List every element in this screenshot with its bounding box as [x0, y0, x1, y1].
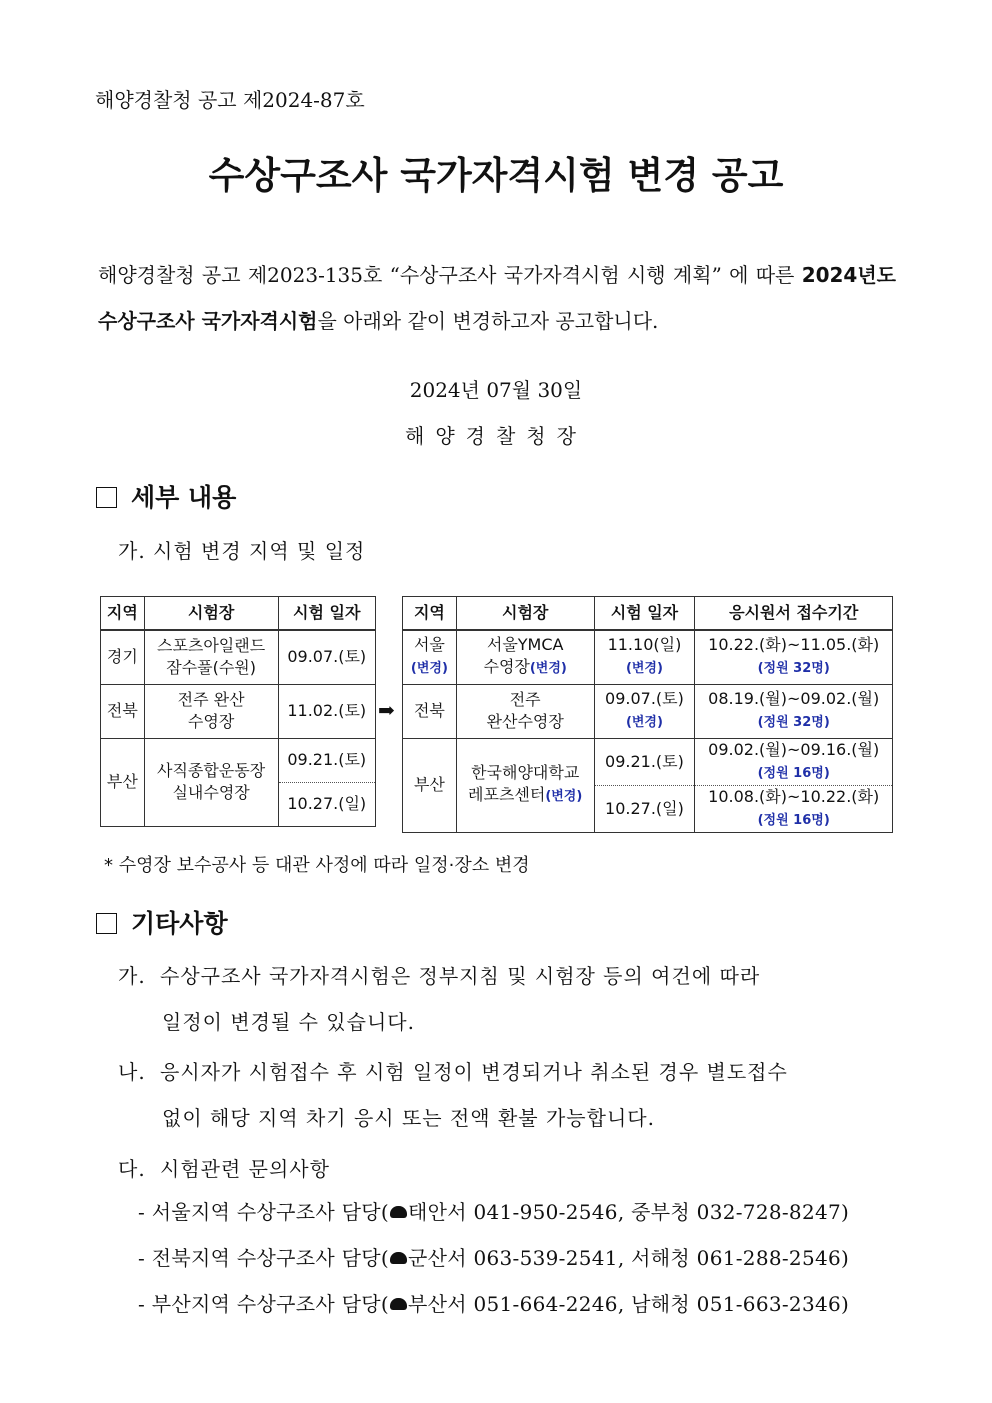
- cell-date: [594, 684, 695, 738]
- period-text: 10.08.(화)~10.22.(화): [708, 786, 880, 806]
- table-header-row: [403, 597, 893, 631]
- change-note: (변경): [625, 715, 663, 730]
- checkbox-square-icon: [96, 487, 117, 508]
- header-period: 응시원서 접수기간: [695, 597, 893, 631]
- header-date: 시험 일자: [594, 597, 695, 631]
- table-row: [403, 738, 893, 785]
- notice-number: 해양경찰청 공고 제2024-87호: [95, 88, 365, 112]
- item-text-cont: 없이 해당 지역 차기 응시 또는 전액 환불 가능합니다.: [162, 1106, 655, 1130]
- cell-region: 전북: [403, 684, 457, 738]
- cell-venue: [144, 738, 278, 826]
- cell-period: [695, 684, 893, 738]
- list-item: [118, 1049, 896, 1141]
- header-venue: 시험장: [144, 597, 278, 631]
- header-date: 시험 일자: [278, 597, 375, 631]
- cell-date: 09.07.(토): [278, 630, 375, 684]
- intro-text-end: 을 아래와 같이 변경하고자 공고합니다.: [317, 309, 659, 333]
- cell-venue: [456, 738, 594, 832]
- table-row: [101, 738, 376, 782]
- cell-region: 부산: [403, 738, 457, 832]
- schedule-after-table: [402, 596, 893, 833]
- venue-text: 사직종합운동장 실내수영장: [156, 761, 266, 802]
- table-row: [101, 684, 376, 738]
- cell-region: 전북: [101, 684, 145, 738]
- page-title: 수상구조사 국가자격시험 변경 공고: [208, 154, 784, 197]
- date-text: 09.07.(토): [605, 689, 684, 708]
- cell-date: 10.27.(일): [278, 782, 375, 826]
- table-row: [403, 684, 893, 738]
- venue-text: 스포츠아일랜드 잠수풀(수원): [156, 636, 266, 678]
- notice-date: 2024년 07월 30일: [409, 378, 583, 402]
- cell-period: [695, 630, 893, 684]
- capacity-note: (정원 32명): [757, 661, 830, 677]
- section-heading-text: 세부 내용: [131, 483, 237, 512]
- cell-venue: [144, 684, 278, 738]
- table-row: [101, 630, 376, 684]
- phone-icon: [390, 1252, 407, 1264]
- section-heading-details: [96, 478, 236, 514]
- intro-text: 해양경찰청 공고 제2023-135호 “수상구조사 국가자격시험 시행 계획” 에 따른: [98, 263, 802, 287]
- cell-region: 경기: [101, 630, 145, 684]
- item-marker: 다.: [118, 1157, 146, 1181]
- venue-text: 한국해양대학교: [471, 763, 580, 782]
- header-region: 지역: [101, 597, 145, 631]
- date-text: 11.10(일): [607, 635, 682, 655]
- cell-date: 11.02.(토): [278, 684, 375, 738]
- period-text: 08.19.(월)~09.02.(월): [708, 689, 880, 708]
- cell-date: 09.21.(토): [594, 738, 695, 785]
- cell-venue: [144, 630, 278, 684]
- period-text: 09.02.(월)~09.16.(월): [708, 739, 880, 759]
- cell-date: 09.21.(토): [278, 738, 375, 782]
- cell-period: [695, 738, 893, 785]
- header-venue: 시험장: [456, 597, 594, 631]
- intro-bold-exam: 수상구조사 국가자격시험: [98, 309, 318, 333]
- schedule-before-table: [100, 596, 376, 827]
- header-region: 지역: [403, 597, 457, 631]
- contact-label: - 전북지역 수상구조사 담당(: [138, 1246, 389, 1270]
- contact-line: [138, 1196, 849, 1225]
- cell-region: 부산: [101, 738, 145, 826]
- change-note: (변경): [545, 789, 583, 804]
- venue-text: 서울YMCA: [486, 635, 564, 655]
- venue-text: 전주 완산수영장: [177, 690, 245, 731]
- table-header-row: [101, 597, 376, 631]
- cell-period: [695, 785, 893, 832]
- item-text: 수상구조사 국가자격시험은 정부지침 및 시험장 등의 여건에 따라: [160, 964, 761, 988]
- subheading: 가. 시험 변경 지역 및 일정: [118, 539, 366, 563]
- intro-bold-year: 2024년도: [801, 263, 896, 287]
- capacity-note: (정원 16명): [757, 765, 830, 781]
- contact-detail: 군산서 063-539-2541, 서해청 061-288-2546): [407, 1246, 850, 1270]
- intro-paragraph: [98, 252, 896, 344]
- cell-date: [594, 630, 695, 684]
- list-item: [118, 1146, 896, 1192]
- cell-region: [403, 630, 457, 684]
- item-text-cont: 일정이 변경될 수 있습니다.: [162, 1010, 415, 1034]
- venue-text: 수영장: [483, 657, 530, 677]
- capacity-note: (정원 32명): [757, 715, 830, 730]
- section-heading-other: [96, 904, 228, 940]
- checkbox-square-icon: [96, 913, 117, 934]
- item-text: 시험관련 문의사항: [160, 1157, 330, 1181]
- item-marker: 나.: [118, 1060, 146, 1084]
- contact-detail: 태안서 041-950-2546, 중부청 032-728-8247): [407, 1200, 850, 1224]
- phone-icon: [390, 1298, 407, 1310]
- table-row: [403, 630, 893, 684]
- item-text: 응시자가 시험접수 후 시험 일정이 변경되거나 취소된 경우 별도접수: [160, 1060, 788, 1084]
- phone-icon: [390, 1206, 407, 1218]
- period-text: 10.22.(화)~11.05.(화): [708, 635, 880, 655]
- section-heading-text: 기타사항: [131, 909, 228, 938]
- contact-detail: 부산서 051-664-2246, 남해청 051-663-2346): [407, 1292, 850, 1316]
- change-note: (변경): [529, 661, 567, 677]
- venue-text: 레포츠센터: [468, 785, 546, 804]
- capacity-note: (정원 16명): [757, 812, 830, 828]
- footnote: * 수영장 보수공사 등 대관 사정에 따라 일정·장소 변경: [104, 855, 530, 876]
- cell-venue: [456, 630, 594, 684]
- cell-date: 10.27.(일): [594, 785, 695, 832]
- venue-text: 완산수영장: [486, 712, 564, 731]
- region-text: 서울: [413, 635, 445, 655]
- cell-venue: [456, 684, 594, 738]
- contact-line: [138, 1242, 849, 1271]
- item-marker: 가.: [118, 964, 146, 988]
- change-note: (변경): [410, 661, 448, 677]
- change-note: (변경): [625, 661, 663, 677]
- contact-label: - 부산지역 수상구조사 담당(: [138, 1292, 389, 1316]
- list-item: [118, 953, 896, 1045]
- venue-text: 전주: [509, 690, 541, 709]
- issuer: 해양경찰청장: [405, 424, 587, 448]
- arrow-right-icon: ➡: [378, 698, 395, 722]
- contact-line: [138, 1288, 849, 1317]
- contact-label: - 서울지역 수상구조사 담당(: [138, 1200, 389, 1224]
